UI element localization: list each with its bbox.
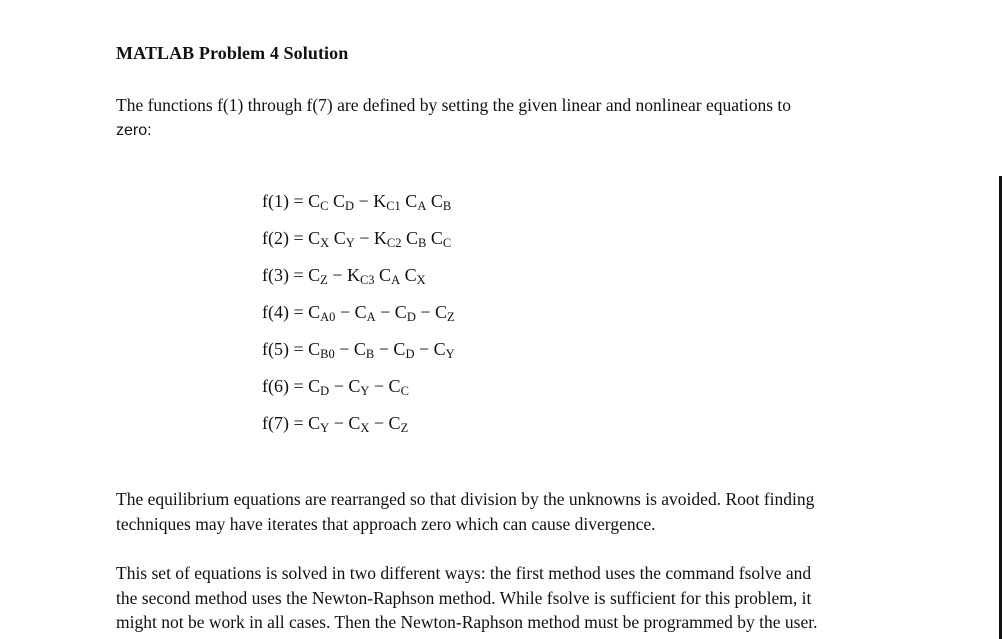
paragraph-line: This set of equations is solved in two different ways: the first method uses the command fsolve and	[116, 563, 812, 583]
equation-term: $C_C$	[426, 228, 452, 250]
intro-line: The functions f(1) through f(7) are defined by setting the given linear and nonlinear equations to	[116, 95, 791, 115]
equation-term: $C_{A0}$	[308, 302, 336, 324]
equation-line	[262, 191, 455, 228]
equation-lhs: f(6) =	[262, 376, 309, 396]
equation-term: − $C_Y$	[414, 339, 455, 361]
equation-term: $C_B$	[401, 228, 427, 250]
equation-term: $C_Z$	[308, 265, 328, 287]
paragraph-line: the second method uses the Newton-Raphson method. While fsolve is sufficient for this problem, it	[116, 587, 812, 608]
paragraph-line: The equilibrium equations are rearranged so that division by the unknowns is avoided. Root finding	[116, 489, 815, 509]
equation-lhs: f(7) =	[262, 413, 309, 433]
equation-term: − $C_X$	[329, 413, 370, 435]
paragraph-line: techniques may have iterates that approach zero which can cause divergence.	[116, 513, 656, 534]
paragraph-line: might not be work in all cases. Then the Newton-Raphson method must be programmed by the user.	[116, 612, 818, 632]
equation-lhs: f(3) =	[262, 265, 309, 285]
equation-term: $C_A$	[374, 265, 401, 287]
equation-line	[262, 265, 455, 302]
intro-paragraph	[116, 93, 906, 143]
equation-line	[262, 376, 455, 413]
equation-line	[262, 339, 455, 376]
equation-list	[262, 191, 455, 450]
equation-term: − $C_Z$	[369, 413, 409, 435]
equation-line	[262, 413, 455, 450]
equation-term: − $C_Y$	[329, 376, 370, 398]
equation-term: $C_X$	[400, 265, 426, 287]
equation-term: − $C_D$	[375, 302, 416, 324]
equation-line	[262, 302, 455, 339]
equation-lhs: f(5) =	[262, 339, 309, 359]
equation-term: $C_Y$	[308, 413, 330, 435]
equation-term: $C_D$	[328, 191, 355, 213]
equation-term: − $K_{C1}$	[354, 191, 401, 213]
equation-term: − $C_Z$	[415, 302, 455, 324]
equation-term: − $C_B$	[334, 339, 375, 361]
solution-methods-paragraph	[116, 561, 916, 635]
equation-term: $C_Y$	[329, 228, 355, 250]
equation-term: − $K_{C3}$	[327, 265, 375, 287]
equation-term: $C_A$	[400, 191, 427, 213]
document-title: MATLAB Problem 4 Solution	[116, 43, 349, 63]
equation-lhs: f(4) =	[262, 302, 309, 322]
equation-term: − $C_C$	[369, 376, 409, 398]
equation-lhs: f(1) =	[262, 191, 309, 211]
equation-term: − $K_{C2}$	[354, 228, 402, 250]
equilibrium-paragraph	[116, 487, 916, 536]
equation-lhs: f(2) =	[262, 228, 309, 248]
equation-term: $C_B$	[426, 191, 452, 213]
equation-term: $C_X$	[308, 228, 330, 250]
equation-term: $C_{B0}$	[308, 339, 335, 361]
intro-line: zero:	[116, 122, 152, 139]
equation-term: − $C_A$	[335, 302, 376, 324]
equation-term: − $C_D$	[374, 339, 415, 361]
equation-line	[262, 228, 455, 265]
equation-term: $C_D$	[308, 376, 330, 398]
equation-term: $C_C$	[308, 191, 329, 213]
